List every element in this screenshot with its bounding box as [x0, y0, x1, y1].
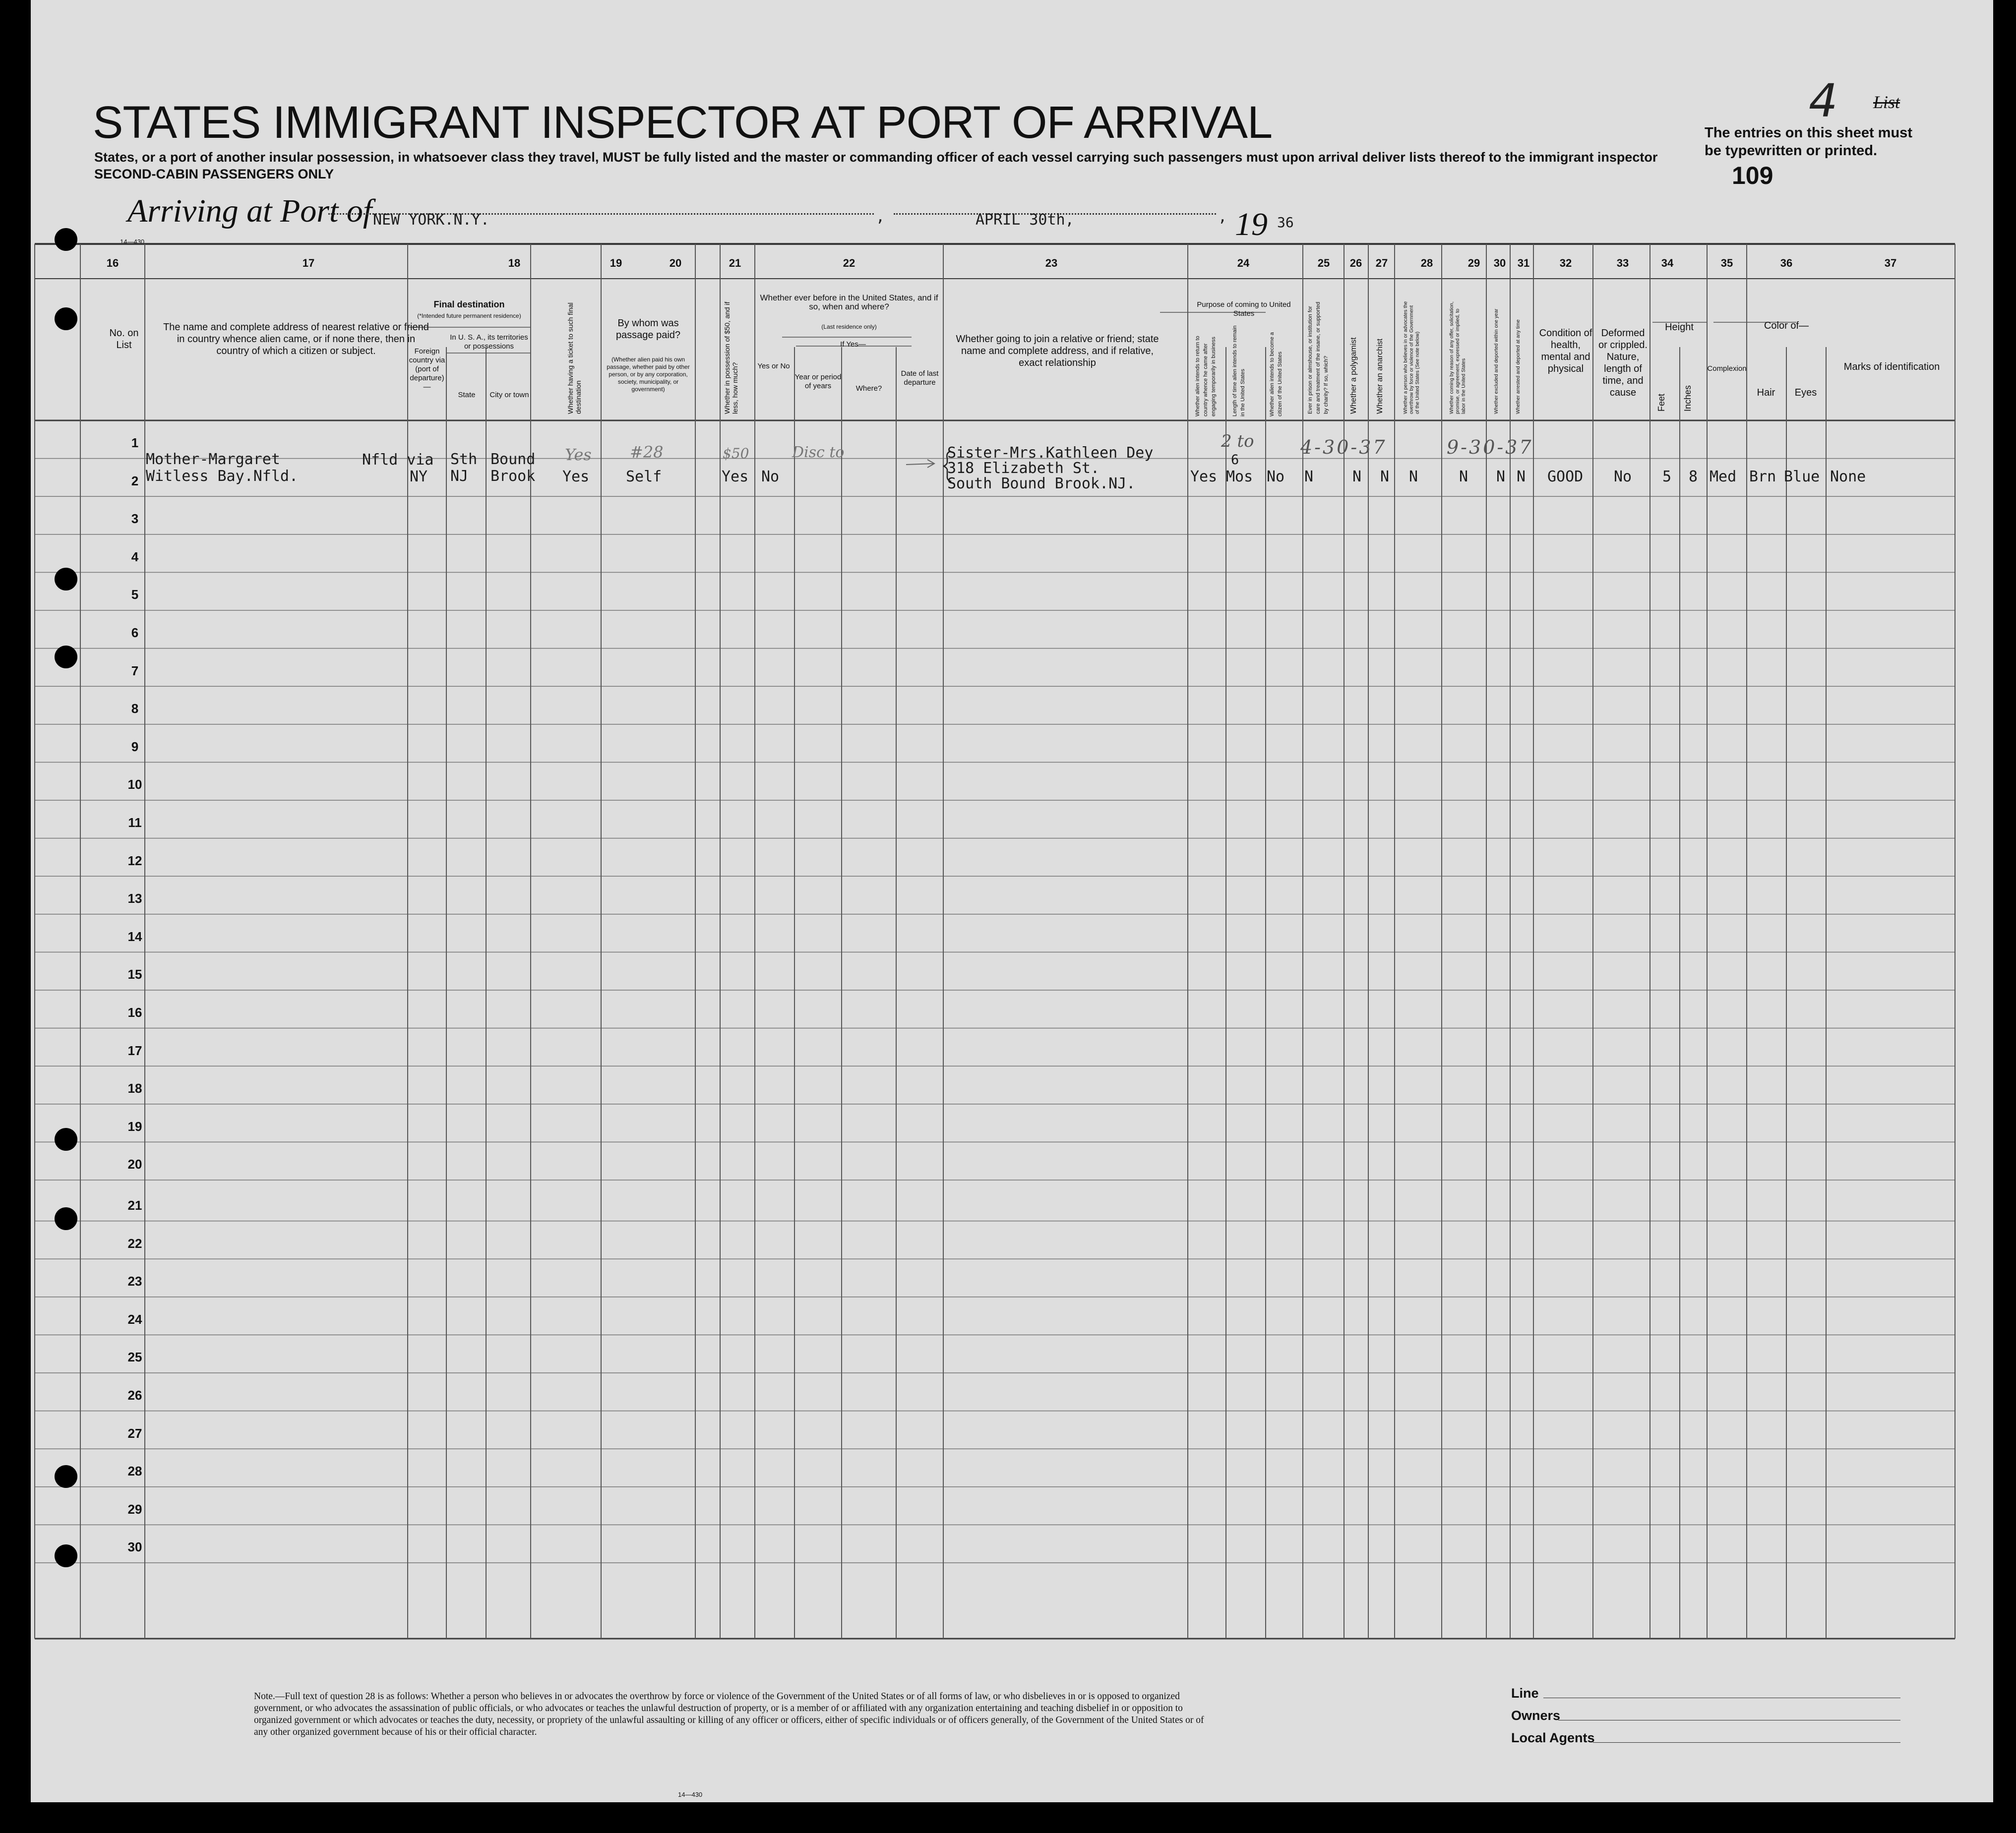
column-number: 18	[508, 257, 521, 269]
local-agents-label: Local Agents	[1511, 1730, 1595, 1745]
column-number: 32	[1559, 257, 1572, 269]
year-prefix: 19	[1235, 206, 1268, 242]
column-number: 37	[1884, 257, 1897, 269]
row-number: 2	[131, 473, 139, 488]
col34-title: Height	[1665, 322, 1694, 333]
col36-title: Color of—	[1764, 320, 1809, 331]
dest-state-line-2: NJ	[450, 468, 469, 485]
row-number: 11	[128, 815, 142, 830]
col29-header: Whether coming by reason of any offer, solicitation, promise, or agreement, expressed or implied, to labor in the United States	[1449, 301, 1466, 414]
col20-title: By whom was passage paid?	[615, 318, 681, 341]
col25-header: Ever in prison or almshouse, or institution for care and treatment of the insane, or supported by charity? If so, which?	[1307, 301, 1329, 414]
col18-state-header: State	[458, 391, 476, 399]
labor-value: N	[1459, 468, 1468, 485]
row-number: 13	[127, 891, 142, 906]
col18-usa-header: In U. S. A., its territories or possessions	[450, 333, 528, 351]
before-handwritten: Disc to	[792, 444, 845, 461]
row-number: 5	[131, 587, 139, 602]
ticket-value: Yes	[562, 468, 590, 485]
col16-header: No. on List	[109, 328, 139, 351]
table-grid	[31, 0, 1993, 1802]
polygamist-value: N	[1352, 468, 1362, 485]
row-number: 23	[127, 1274, 142, 1289]
row-number: 17	[127, 1043, 142, 1058]
list-number: 4	[1809, 74, 1838, 127]
column-number: 29	[1467, 257, 1480, 269]
date-handwritten-2: 9-30-37	[1447, 436, 1533, 458]
citizen-value: No	[1267, 468, 1285, 485]
complexion-value: Med	[1710, 468, 1737, 485]
column-number: 19	[610, 257, 622, 269]
row-number: 27	[127, 1425, 142, 1441]
col22-yesno-header: Yes or No	[757, 362, 790, 370]
col24-citizen-header: Whether alien intends to become a citizen of the United States	[1269, 332, 1283, 416]
column-number: 22	[843, 257, 855, 269]
footer-note	[254, 1691, 1206, 1738]
list-word: List	[1873, 92, 1900, 112]
col27-header: Whether an anarchist	[1376, 338, 1384, 414]
col28-header: Whether a person who believes in or advocates the overthrow by force or violence of the Government of the United States (See note below)	[1403, 301, 1420, 414]
year-suffix: 36	[1277, 214, 1294, 231]
dest-city-line-2: Brook	[490, 468, 536, 485]
row-number: 25	[127, 1350, 142, 1365]
col18-foreign-header: Foreign country via (port of departure)—	[409, 347, 445, 391]
overthrow-value: N	[1409, 468, 1418, 485]
punch-hole	[55, 1207, 77, 1230]
column-number: 25	[1317, 257, 1330, 269]
paid-handwritten: #28	[630, 443, 664, 462]
punch-hole	[55, 1465, 77, 1488]
typewritten-note-line-2: be typewritten or printed.	[1705, 143, 1878, 159]
col23-header: Whether going to join a relative or friend; state name and complete address, and if relative, exact relationship	[956, 334, 1159, 368]
column-number: 33	[1616, 257, 1629, 269]
col36-hair-header: Hair	[1757, 387, 1775, 398]
punch-hole	[55, 646, 77, 668]
column-number: 28	[1420, 257, 1433, 269]
arriving-label: Arriving at Port of	[127, 193, 372, 229]
row-number: 3	[131, 511, 139, 527]
col24-length-header: Length of time alien intends to remain in the United States	[1232, 325, 1246, 416]
join-line-3: South Bound Brook.NJ.	[947, 475, 1136, 492]
punch-hole	[55, 1128, 77, 1151]
punch-hole	[55, 568, 77, 591]
column-number: 31	[1517, 257, 1530, 269]
hair-value: Brn	[1749, 468, 1776, 485]
row-number: 15	[127, 967, 142, 982]
col30-header: Whether excluded and deported within one year	[1494, 308, 1499, 414]
col17-header: The name and complete address of nearest relative or friend in country whence alien came, or if none there, then in country of which a citizen or subject.	[163, 322, 429, 356]
row-number: 28	[127, 1464, 142, 1479]
col24-title: Purpose of coming to United States	[1197, 300, 1291, 318]
punch-hole	[55, 1544, 77, 1567]
col22-where-header: Where?	[855, 384, 882, 393]
col18-title: Final destination	[433, 299, 505, 309]
punch-hole	[55, 228, 77, 251]
form-code-bottom: 14—430	[678, 1791, 703, 1798]
form-code-top: 14—430	[120, 238, 145, 245]
col18-city-header: City or town	[489, 391, 529, 399]
row-number: 14	[127, 929, 142, 944]
col24-return-header: Whether alien intends to return to country whence he came after engaging temporarily in business	[1195, 336, 1217, 416]
row-number: 29	[127, 1501, 142, 1517]
row-number: 12	[127, 853, 142, 868]
col31-header: Whether arrested and deported at any time	[1516, 319, 1521, 414]
line-label: Line	[1511, 1686, 1539, 1701]
col18-subtitle: (*Intended future permanent residence)	[417, 312, 521, 319]
money-handwritten: $50	[723, 445, 749, 462]
inches-value: 8	[1689, 468, 1698, 485]
row-number: 8	[131, 701, 139, 716]
join-relative	[947, 445, 1153, 491]
row-number: 9	[131, 739, 139, 754]
column-number: 17	[302, 257, 315, 269]
before-us-value: No	[761, 468, 780, 485]
column-number: 21	[729, 257, 741, 269]
col26-header: Whether a polygamist	[1349, 337, 1358, 414]
code-handwritten: 2 to	[1221, 431, 1254, 451]
col22-period-header: Year or period of years	[794, 373, 842, 390]
intro-line-2: SECOND-CABIN PASSENGERS ONLY	[94, 167, 334, 181]
port-value: NEW YORK.N.Y.	[373, 211, 489, 229]
length-number: 6	[1231, 452, 1239, 468]
row-number: 22	[127, 1236, 142, 1251]
column-number: 36	[1780, 257, 1793, 269]
sheet-number: 109	[1732, 162, 1773, 189]
row-number: 6	[131, 625, 139, 640]
dest-city-line-1: Bound	[490, 451, 536, 468]
prison-value: N	[1304, 468, 1314, 485]
col22-date-header: Date of last departure	[901, 369, 939, 387]
eyes-value: Blue	[1784, 468, 1820, 485]
column-number: 20	[669, 257, 682, 269]
col34-feet-header: Feet	[1656, 393, 1666, 412]
row-number: 1	[131, 435, 139, 450]
arrested-value: N	[1517, 468, 1526, 485]
column-number: 35	[1720, 257, 1733, 269]
column-number: 24	[1237, 257, 1250, 269]
dest-state-line-1: Sth	[450, 451, 478, 468]
col22-ifyes: If Yes—	[840, 340, 866, 349]
col33-header: Deformed or crippled. Nature, length of time, and cause	[1598, 328, 1648, 398]
deformed-value: No	[1614, 468, 1632, 485]
row-number: 19	[127, 1119, 142, 1134]
marks-value: None	[1830, 468, 1866, 485]
col22-title: Whether ever before in the United States, and if so, when and where?	[760, 293, 938, 311]
col35-header: Complexion	[1707, 364, 1747, 373]
row-number: 18	[127, 1081, 142, 1096]
column-number: 16	[106, 257, 119, 269]
col22-subtitle: (Last residence only)	[821, 323, 877, 330]
date-handwritten-1: 4-30-37	[1300, 436, 1387, 458]
row-number: 7	[131, 663, 139, 678]
date-value: APRIL 30th,	[976, 211, 1074, 229]
purpose-return-value: Yes	[1190, 468, 1218, 485]
col36-eyes-header: Eyes	[1794, 387, 1817, 398]
dest-city	[490, 451, 535, 485]
dest-state	[450, 451, 477, 485]
row-number: 20	[127, 1157, 142, 1172]
relative-address	[146, 451, 298, 485]
footer-note-text: Note.—Full text of question 28 is as follows: Whether a person who believes in or advocates the overthrow by force or violence of the Government of the United States or of all forms of law, or who disbelieves in or is opposed to organized government, or who advocates the assassination of public officials, or who advocates or teaches the unlawful destruction of property, or is a member of or affiliated with any organization entertaining and teaching disbelief in or opposition to organized government or which advocates or teaches the duty, necessity, or propriety of the unlawful assaulting or killing of any officer or officers, either of specific individuals or of officers generally, of the Government of the United States or of any other organized government because of his or their official character.	[254, 1691, 1204, 1737]
punch-hole	[55, 307, 77, 330]
paid-by-value: Self	[626, 468, 662, 485]
foreign-port-line-2: NY	[410, 468, 428, 485]
health-value: GOOD	[1547, 468, 1584, 485]
typewritten-note-line-1: The entries on this sheet must	[1705, 125, 1912, 141]
join-line-1: Sister-Mrs.Kathleen Dey	[947, 444, 1154, 462]
column-number: 27	[1375, 257, 1388, 269]
column-number: 34	[1661, 257, 1674, 269]
col21-header: Whether in possession of $50, and if less, how much?	[723, 301, 739, 414]
col34-inches-header: Inches	[1683, 385, 1693, 412]
row-number: 16	[127, 1005, 142, 1020]
money-value: Yes	[722, 468, 749, 485]
anarchist-value: N	[1380, 468, 1390, 485]
col37-header: Marks of identification	[1843, 361, 1940, 372]
intro-line-1: States, or a port of another insular possession, in whatsoever class they travel, MUST be fully listed and the master or commanding officer of each vessel carrying such passengers must upon arrival deliver lists thereof to the immigrant inspector	[94, 150, 1658, 165]
foreign-port-line-1: Nfld via	[362, 451, 434, 469]
column-number: 30	[1493, 257, 1506, 269]
row-number: 21	[127, 1198, 142, 1213]
row-number: 30	[127, 1539, 142, 1555]
col32-header: Condition of health, mental and physical	[1539, 328, 1592, 374]
column-number: 26	[1349, 257, 1362, 269]
agents-rule	[1593, 1742, 1900, 1743]
feet-value: 5	[1662, 468, 1672, 485]
row-number: 10	[127, 777, 142, 792]
column-number: 23	[1045, 257, 1058, 269]
excluded-value: N	[1496, 468, 1506, 485]
col20-subtitle: (Whether alien paid his own passage, whether paid by other person, or by any corporation, society, municipality, or government)	[607, 356, 690, 393]
length-unit: Mos	[1226, 468, 1253, 485]
relative-line-1: Mother-Margaret	[146, 451, 280, 468]
row-number: 26	[127, 1388, 142, 1403]
col19-header: Whether having a ticket to such final destination	[566, 302, 582, 414]
owners-label: Owners	[1511, 1708, 1561, 1723]
row-number: 24	[127, 1311, 142, 1327]
page-title: STATES IMMIGRANT INSPECTOR AT PORT OF ARRIVAL	[93, 97, 1273, 148]
row-number: 4	[131, 549, 139, 564]
join-line-2: 318 Elizabeth St.	[947, 460, 1100, 477]
relative-line-2: Witless Bay.Nfld.	[146, 468, 299, 485]
ticket-handwritten: Yes	[565, 445, 592, 464]
manifest-sheet: STATES IMMIGRANT INSPECTOR AT PORT OF ARRIVAL States, or a port of another insular possession, in whatsoever class they travel, MUST be fully listed and the master or commanding officer of each vessel carrying such passengers must upon arrival deliver lists thereof to the immigrant inspector SECOND-CABIN PASSENGERS ONLY 4 List The entries on this sheet must be typewritten or printed. 109 Arriving at Port of NEW YORK.N.Y. , APRIL 30th, , 19 36 14—430 16 17 18 19 20 21 22 23 24 25 26 27 28 29 30 31 32 33 34 35 36 37 No. on List The name and complete address of nearest relative or friend in country whence alien came, or if none there, then in country of which a citizen or subject. Final destination (*Intended future permanent residence) Foreign country via (port of departure)— In U. S. A., its territories or possessions State City or town Whether having a ticket to such final destination By whom was passage paid? (Whether alien paid his own passage, whether paid by other person, or by any corporation, society, municipality, or government) Whether in possession of $50, and if less, how much? Whether ever before in the United States, and if so, when and where? (Last residence only) If Yes— Yes or No Year or period of years Where? Date of last departure Whether going to join a relative or friend; state name and complete address, and if relative, exact relationship Purpose of coming to United States Whether alien intends to return to country whence he came after engaging temporarily in business Length of time alien intends to remain in the United States Whether alien intends to become a citizen of the United States Ever in prison or almshouse, or institution for care and treatment of the insane, or supported by charity? If so, which? Whether a polygamist Whether an anarchist Whether a person who believes in or advocates the overthrow by force or violence of the Government of the United States (See note below) Whether coming by reason of any offer, solicitation, promise, or agreement, expressed or implied, to labor in the United States Whether excluded and deported within one year Whether arrested and deported at any time Condition of health, mental and physical Deformed or crippled. Nature, length of time, and cause Height Feet Inches Complexion Color of— Hair Eyes Marks of identification 1 2 3 4 5 6 7 8 9 10 11 12 13 14 15 16 17 18 19 20 21 22 23 24 25 26 27 28 29 30 Mother-Margaret Witless Bay.Nfld. Nfld via NY Sth NJ Bound Brook Yes Yes #28 Self $50 Yes No Disc to Sister-Mrs.Kathleen Dey 318 Elizabeth St. South Bound Brook.NJ. 2 to 4-30-37 9-30-37 6 Yes Mos No N N N N N N N GOOD No 5 8 Med Brn Blue None Note.—Full text of question 28 is as follows: Whether a person who believes in or advocates the overthrow by force or violence of the Government of the United States or of all forms of law, or who disbelieves in or is opposed to organized government, or who advocates the assassination of public officials, or who advocates or teaches the unlawful destruction of property, or is a member of or affiliated with any organization entertaining and teaching disbelief in or opposition to organized government or which advocates or teaches the duty, necessity, or propriety of the unlawful assaulting or killing of any officer or officers, either of specific individuals or of officers generally, of the Government of the United States or of any other organized government because of his or their official character. 14—430 Line Owners Local Agents	[31, 0, 1993, 1802]
